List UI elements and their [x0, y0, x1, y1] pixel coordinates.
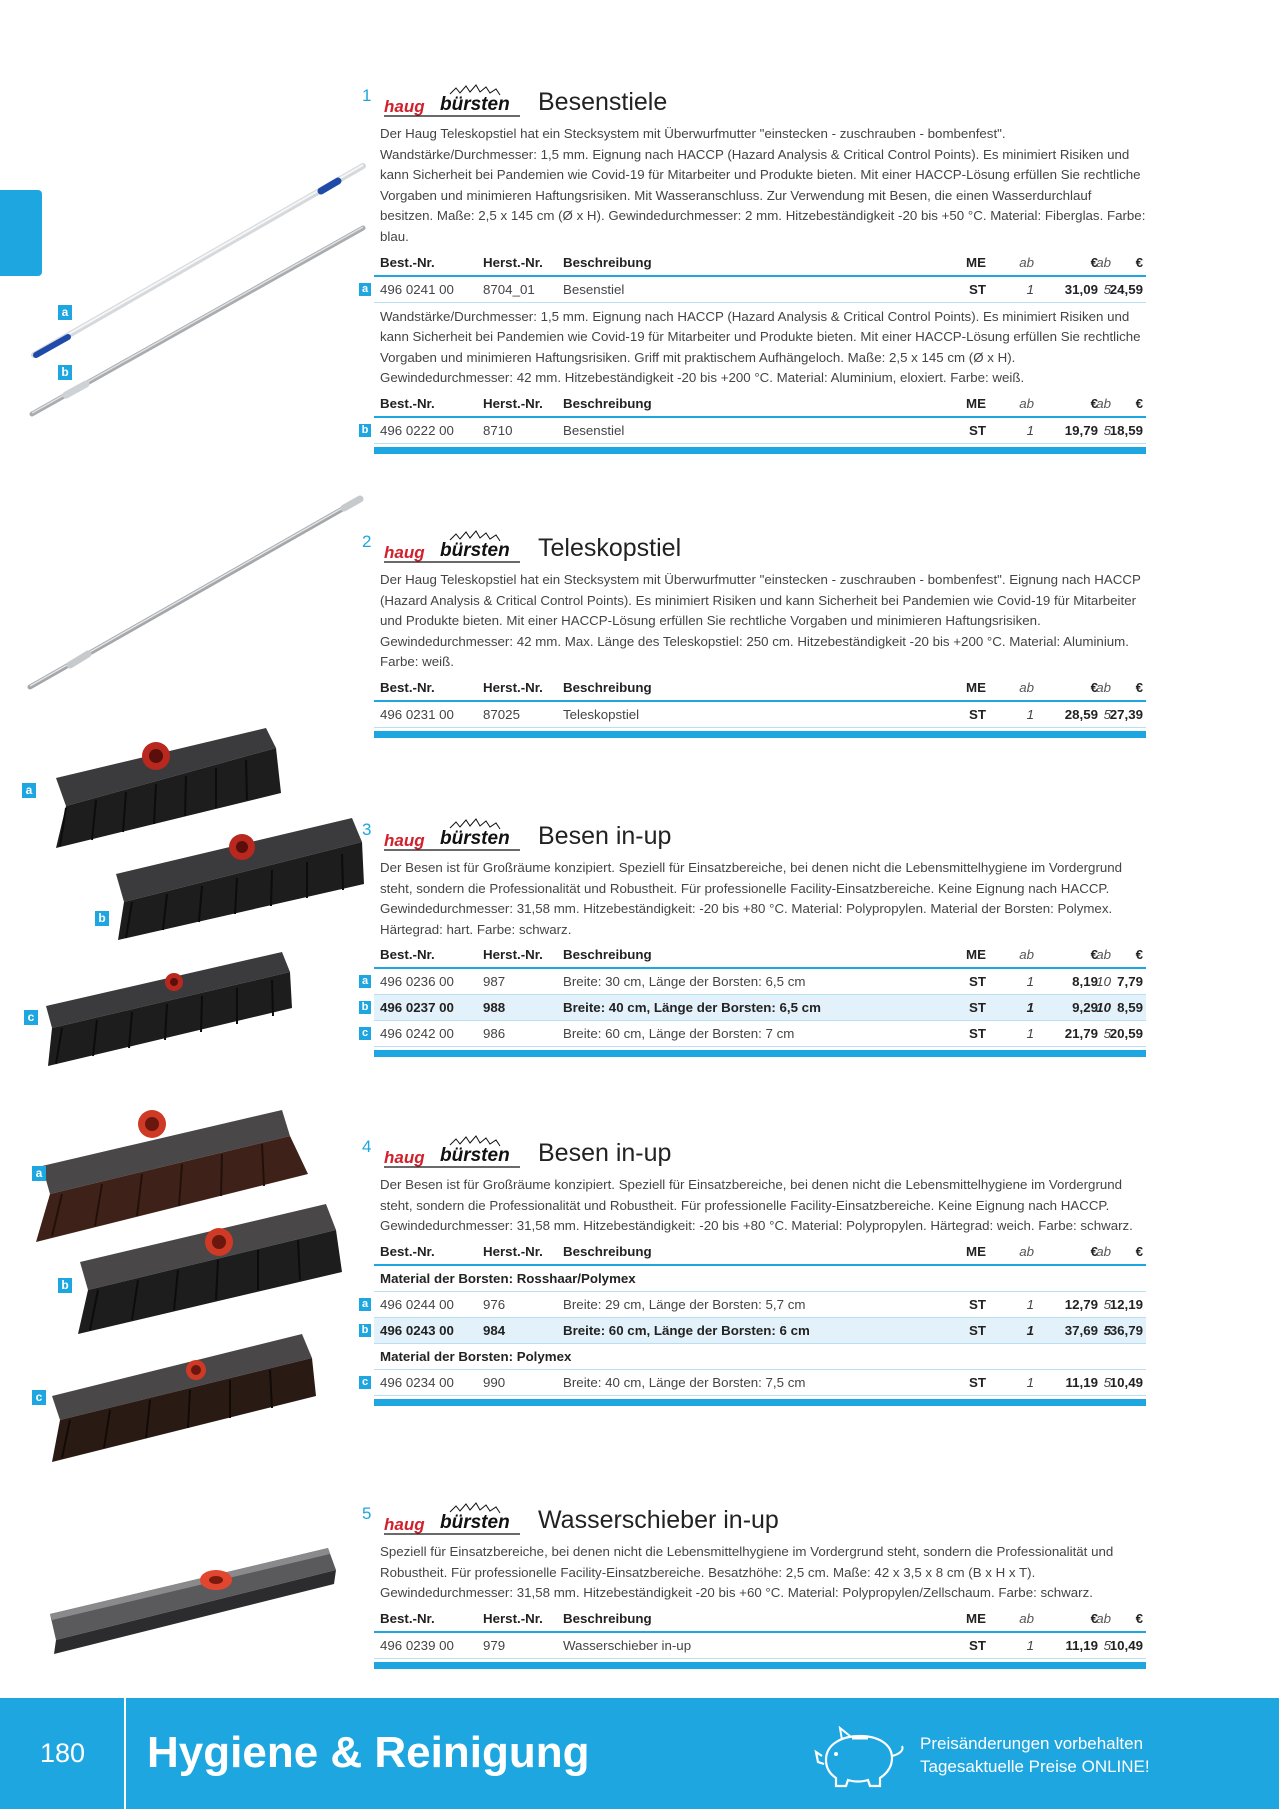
section-end-bar [374, 1662, 1146, 1669]
col-ab: ab [1019, 1610, 1034, 1626]
broom-40cm-image [112, 812, 372, 962]
order-number: 496 0244 00 [380, 1296, 454, 1312]
unit: ST [969, 706, 986, 722]
price-table [361, 391, 1146, 454]
row-description: Breite: 40 cm, Länge der Borsten: 6,5 cm [563, 1000, 821, 1016]
order-number: 496 0242 00 [380, 1026, 454, 1042]
price-table [361, 942, 1146, 1057]
col-desc: Beschreibung [563, 254, 652, 270]
min-qty-2: 5 [1103, 706, 1111, 722]
product-section-besen-in-up-hart [362, 818, 1146, 1057]
col-nr: Best.-Nr. [380, 395, 435, 411]
table-row[interactable] [361, 969, 1146, 995]
min-qty-2: 5 [1103, 1322, 1111, 1338]
col-euro: € [1135, 1243, 1143, 1259]
price-1: 28,59 [1064, 706, 1098, 722]
col-herst: Herst.-Nr. [483, 395, 543, 411]
section-end-bar [374, 731, 1146, 738]
col-euro: € [1135, 1610, 1143, 1626]
section-description: Der Haug Teleskopstiel hat ein Stecksystem mit Überwurfmutter "einstecken - zuschrauben - bombenfest". Wandstärke/Durchmesser: 1,5 mm. Eignung nach HACCP (Hazard Analysis & Critical Control Points). Es minimiert Risiken und kann Sicherheit bei Pandemien wie Covid-19 für Mitarbeiter und Produkte bieten. Mit einer HACCP-Lösung erfüllen Sie rechtliche Vorgaben und minimieren Haftungsrisiken. Mit Wasseranschluss. Zur Verwendung mit Besen, die einen Wasserdurchlauf besitzen. Maße: 2,5 x 145 cm (Ø x H). Gewindedurchmesser: 2 mm. Hitzebeständigkeit -20 bis +50 °C. Material: Fiberglas. Farbe: blau. [380, 126, 1146, 244]
manufacturer-number: 976 [483, 1296, 506, 1312]
table-header [374, 1239, 1146, 1266]
section-header [362, 84, 1146, 120]
price-2: 10,49 [1109, 1637, 1143, 1653]
row-letter: a [359, 975, 371, 988]
col-euro: € [1090, 679, 1098, 695]
piggy-bank-icon [812, 1726, 908, 1788]
col-desc: Beschreibung [563, 947, 652, 963]
col-ab: ab [1096, 254, 1111, 270]
manufacturer-number: 87025 [483, 706, 520, 722]
row-letter: a [359, 1298, 371, 1311]
col-ab: ab [1019, 947, 1034, 963]
col-ab: ab [1096, 947, 1111, 963]
price-1: 37,69 [1064, 1322, 1098, 1338]
material-group-label: Material der Borsten: Rosshaar/Polymex [380, 1270, 636, 1286]
min-qty-2: 10 [1096, 1000, 1111, 1016]
section-number: 3 [362, 820, 372, 839]
image-label-a: a [22, 783, 36, 798]
price-1: 21,79 [1064, 1026, 1098, 1042]
order-number: 496 0243 00 [380, 1322, 454, 1338]
min-qty-1: 1 [1026, 1000, 1034, 1016]
broom-60cm-rosshaar-image [74, 1196, 354, 1346]
price-1: 11,19 [1065, 1637, 1098, 1653]
col-me: ME [966, 395, 986, 411]
product-section-besenstiele [362, 84, 1146, 454]
price-1: 11,19 [1065, 1374, 1098, 1390]
section-description: Der Haug Teleskopstiel hat ein Stecksystem mit Überwurfmutter "einstecken - zuschrauben - bombenfest". Eignung nach HACCP (Hazard Analysis & Critical Control Points). Es minimiert Risiken und kann Sicherheit bei Pandemien wie Covid-19 für Mitarbeiter und Produkte bieten. Mit einer HACCP-Lösung erfüllen Sie rechtliche Vorgaben und minimieren Haftungsrisiken. Gewindedurchmesser: 42 mm. Max. Länge des Teleskopstiel: 250 cm. Hitzebeständigkeit -20 bis +200 °C. Material: Aluminium. Farbe: weiß. [380, 572, 1141, 670]
min-qty-1: 1 [1026, 281, 1034, 297]
table-row[interactable] [361, 1370, 1146, 1396]
section-description: Speziell für Einsatzbereiche, bei denen nicht die Lebensmittelhygiene im Vordergrund steht, sondern die Professionalität und Robustheit. Für professionelle Facility-Einsatzbereiche. Besatzhöhe: 2,5 cm. Maße: 42 x 3,5 x 8 cm (B x H x T). Gewindedurchmesser: 31,58 mm. Hitzebeständigkeit -20 bis +60 °C. Material: Polypropylen/Zellschaum. Farbe: schwarz. [380, 1544, 1114, 1601]
min-qty-2: 5 [1103, 1296, 1111, 1312]
image-label-a: a [58, 305, 72, 320]
min-qty-1: 1 [1026, 1374, 1034, 1390]
col-herst: Herst.-Nr. [483, 1243, 543, 1259]
chapter-title[interactable]: Hygiene & Reinigung [147, 1728, 590, 1777]
section-title: Besenstiele [538, 88, 668, 116]
order-number: 496 0236 00 [380, 974, 454, 990]
price-2: 10,49 [1109, 1374, 1143, 1390]
price-table [374, 675, 1146, 738]
section-title: Besen in-up [538, 1139, 672, 1167]
unit: ST [969, 1296, 986, 1312]
unit: ST [969, 422, 986, 438]
col-ab: ab [1096, 395, 1111, 411]
price-2: 18,59 [1109, 422, 1143, 438]
brand-logo-icon [380, 530, 530, 566]
image-label-b: b [95, 911, 109, 926]
col-nr: Best.-Nr. [380, 254, 435, 270]
section-description: Der Besen ist für Großräume konzipiert. Speziell für Einsatzbereiche, bei denen nicht die Lebensmittelhygiene im Vordergrund steht, sondern die Professionalität und Robustheit. Für professionelle Facility-Einsatzbereiche. Keine Eignung nach HACCP. Gewindedurchmesser: 31,58 mm. Hitzebeständigkeit: -20 bis +80 °C. Material: Polypropylen. Material der Borsten: Polymex. Härtegrad: hart. Farbe: schwarz. [380, 860, 1123, 937]
svg-text:haug: haug [384, 1148, 425, 1167]
unit: ST [969, 1322, 986, 1338]
col-euro: € [1135, 679, 1143, 695]
col-nr: Best.-Nr. [380, 1243, 435, 1259]
svg-text:haug: haug [384, 1515, 425, 1534]
col-herst: Herst.-Nr. [483, 1610, 543, 1626]
image-label-a: a [32, 1166, 46, 1181]
table-row[interactable] [361, 1021, 1146, 1047]
table-header [374, 942, 1146, 969]
col-me: ME [966, 1243, 986, 1259]
min-qty-1: 1 [1026, 974, 1034, 990]
col-euro: € [1090, 395, 1098, 411]
min-qty-2: 10 [1096, 974, 1111, 990]
row-description: Breite: 40 cm, Länge der Borsten: 7,5 cm [563, 1374, 806, 1390]
manufacturer-number: 984 [483, 1322, 506, 1338]
col-euro: € [1090, 254, 1098, 270]
telescopic-handle-image [26, 495, 366, 695]
brand-logo-icon [380, 818, 530, 854]
product-section-teleskopstiel [362, 530, 1146, 738]
min-qty-1: 1 [1026, 422, 1034, 438]
order-number: 496 0231 00 [380, 706, 454, 722]
svg-text:bürsten: bürsten [440, 1512, 510, 1533]
row-description: Breite: 60 cm, Länge der Borsten: 7 cm [563, 1026, 795, 1042]
col-ab: ab [1019, 679, 1034, 695]
order-number: 496 0222 00 [380, 422, 454, 438]
price-2: 27,39 [1109, 706, 1143, 722]
row-description: Besenstiel [563, 281, 625, 297]
min-qty-1: 1 [1026, 1637, 1034, 1653]
image-label-b: b [58, 365, 72, 380]
row-letter: b [359, 424, 371, 437]
row-description: Breite: 60 cm, Länge der Borsten: 6 cm [563, 1322, 810, 1338]
broom-60cm-image [42, 948, 302, 1078]
col-euro: € [1090, 1243, 1098, 1259]
material-group-row [374, 1266, 1146, 1292]
row-letter: c [359, 1027, 371, 1040]
section-header [362, 530, 1146, 566]
row-description: Wasserschieber in-up [563, 1637, 692, 1653]
col-nr: Best.-Nr. [380, 679, 435, 695]
row-letter: c [359, 1376, 371, 1389]
col-desc: Beschreibung [563, 1610, 652, 1626]
row-description: Besenstiel [563, 422, 625, 438]
col-euro: € [1135, 947, 1143, 963]
price-notice [920, 1732, 1150, 1778]
section-header [362, 818, 1146, 854]
section-end-bar [374, 447, 1146, 454]
unit: ST [969, 1374, 986, 1390]
manufacturer-number: 986 [483, 1026, 506, 1042]
table-row[interactable] [361, 995, 1146, 1021]
table-header [374, 391, 1146, 418]
page-footer [0, 1698, 1279, 1809]
col-nr: Best.-Nr. [380, 947, 435, 963]
svg-text:haug: haug [384, 543, 425, 562]
section-number: 2 [362, 532, 372, 551]
price-1: 9,29 [1072, 1000, 1098, 1016]
section-end-bar [374, 1050, 1146, 1057]
col-ab: ab [1096, 1610, 1111, 1626]
svg-text:bürsten: bürsten [440, 540, 510, 561]
col-euro: € [1090, 1610, 1098, 1626]
material-group-row [374, 1344, 1146, 1370]
row-letter: b [359, 1001, 371, 1014]
col-ab: ab [1096, 1243, 1111, 1259]
min-qty-1: 1 [1026, 1322, 1034, 1338]
row-description: Breite: 30 cm, Länge der Borsten: 6,5 cm [563, 974, 806, 990]
table-header [374, 250, 1146, 277]
brand-logo-icon [380, 1502, 530, 1538]
table-header [374, 675, 1146, 702]
svg-text:haug: haug [384, 831, 425, 850]
row-description: Teleskopstiel [563, 706, 640, 722]
min-qty-1: 1 [1026, 706, 1034, 722]
price-2: 8,59 [1117, 1000, 1143, 1016]
price-1: 31,09 [1064, 281, 1098, 297]
brand-logo-icon [380, 1135, 530, 1171]
manufacturer-number: 988 [483, 1000, 506, 1016]
col-nr: Best.-Nr. [380, 1610, 435, 1626]
order-number: 496 0234 00 [380, 1374, 454, 1390]
footer-divider [124, 1698, 126, 1809]
price-table [361, 1239, 1146, 1406]
min-qty-2: 5 [1103, 1026, 1111, 1042]
image-label-b: b [58, 1278, 72, 1293]
col-ab: ab [1019, 395, 1034, 411]
unit: ST [969, 974, 986, 990]
min-qty-1: 1 [1026, 1296, 1034, 1312]
col-ab: ab [1019, 1243, 1034, 1259]
section-number: 1 [362, 86, 372, 105]
image-label-c: c [24, 1010, 38, 1025]
manufacturer-number: 979 [483, 1637, 506, 1653]
unit: ST [969, 1637, 986, 1653]
price-table [361, 250, 1146, 303]
price-1: 12,79 [1064, 1296, 1098, 1312]
squeegee-image [46, 1540, 336, 1660]
section-number: 4 [362, 1137, 372, 1156]
min-qty-2: 5 [1103, 1637, 1111, 1653]
price-1: 8,19 [1072, 974, 1098, 990]
section-header [362, 1502, 1146, 1538]
table-row[interactable] [361, 1318, 1146, 1344]
table-header [374, 1606, 1146, 1633]
image-label-c: c [32, 1390, 46, 1405]
page-number: 180 [40, 1738, 86, 1768]
material-group-label: Material der Borsten: Polymex [380, 1348, 572, 1364]
manufacturer-number: 987 [483, 974, 506, 990]
col-desc: Beschreibung [563, 1243, 652, 1259]
table-row[interactable] [361, 1292, 1146, 1318]
table-row[interactable] [374, 1633, 1146, 1659]
unit: ST [969, 281, 986, 297]
product-section-besen-in-up-weich [362, 1135, 1146, 1406]
manufacturer-number: 8704_01 [483, 281, 535, 297]
col-desc: Beschreibung [563, 679, 652, 695]
col-desc: Beschreibung [563, 395, 652, 411]
order-number: 496 0239 00 [380, 1637, 454, 1653]
section-description-b: Wandstärke/Durchmesser: 1,5 mm. Eignung nach HACCP (Hazard Analysis & Critical Control Points). Es minimiert Risiken und kann Sicherheit bei Pandemien wie Covid-19 für Mitarbeiter und Produkte bieten. Mit einer HACCP-Lösung erfüllen Sie rechtliche Vorgaben und minimieren Haftungsrisiken. Griff mit praktischem Aufhängeloch. Maße: 2,5 x 145 cm (Ø x H). Gewindedurchmesser: 42 mm. Hitzebeständigkeit -20 bis +200 °C. Material: Aluminium, eloxiert. Farbe: weiß. [380, 308, 1141, 386]
table-row[interactable] [374, 702, 1146, 728]
price-2: 36,79 [1109, 1322, 1143, 1338]
section-description: Der Besen ist für Großräume konzipiert. Speziell für Einsatzbereiche, bei denen nicht die Lebensmittelhygiene im Vordergrund steht, sondern die Professionalität und Robustheit. Für professionelle Facility-Einsatzbereiche. Keine Eignung nach HACCP. Gewindedurchmesser: 31,58 mm. Hitzebeständigkeit: -20 bis +80 °C. Material: Polypropylen. Härtegrad: weich. Farbe: schwarz. [380, 1177, 1133, 1234]
row-description: Breite: 29 cm, Länge der Borsten: 5,7 cm [563, 1296, 806, 1312]
col-euro: € [1135, 254, 1143, 270]
price-2: 24,59 [1109, 281, 1143, 297]
col-me: ME [966, 947, 986, 963]
brand-logo-icon [380, 84, 530, 120]
price-notice-line1: Preisänderungen vorbehalten [920, 1734, 1144, 1753]
product-section-wasserschieber [362, 1502, 1146, 1669]
col-herst: Herst.-Nr. [483, 947, 543, 963]
price-1: 19,79 [1064, 422, 1098, 438]
col-ab: ab [1019, 254, 1034, 270]
col-herst: Herst.-Nr. [483, 254, 543, 270]
manufacturer-number: 8710 [483, 422, 513, 438]
price-2: 20,59 [1109, 1026, 1143, 1042]
col-me: ME [966, 1610, 986, 1626]
unit: ST [969, 1000, 986, 1016]
svg-text:bürsten: bürsten [440, 1145, 510, 1166]
col-euro: € [1090, 947, 1098, 963]
col-herst: Herst.-Nr. [483, 679, 543, 695]
svg-text:haug: haug [384, 97, 425, 116]
section-header [362, 1135, 1146, 1171]
order-number: 496 0237 00 [380, 1000, 454, 1016]
section-title: Wasserschieber in-up [538, 1506, 779, 1534]
table-row[interactable] [361, 418, 1146, 444]
price-table [374, 1606, 1146, 1669]
section-title: Besen in-up [538, 822, 672, 850]
min-qty-2: 5 [1103, 1374, 1111, 1390]
price-notice-line2[interactable]: Tagesaktuelle Preise ONLINE! [920, 1757, 1150, 1776]
row-letter: a [359, 283, 371, 296]
min-qty-2: 5 [1103, 422, 1111, 438]
col-euro: € [1135, 395, 1143, 411]
col-ab: ab [1096, 679, 1111, 695]
order-number: 496 0241 00 [380, 281, 454, 297]
table-row[interactable] [361, 277, 1146, 303]
unit: ST [969, 1026, 986, 1042]
broom-handle-aluminium-image [28, 224, 368, 424]
col-me: ME [966, 679, 986, 695]
manufacturer-number: 990 [483, 1374, 506, 1390]
price-2: 7,79 [1117, 974, 1143, 990]
col-me: ME [966, 254, 986, 270]
section-end-bar [374, 1399, 1146, 1406]
min-qty-1: 1 [1026, 1026, 1034, 1042]
svg-text:bürsten: bürsten [440, 828, 510, 849]
section-number: 5 [362, 1504, 372, 1523]
broom-40cm-polymex-image [46, 1330, 326, 1470]
section-title: Teleskopstiel [538, 534, 682, 562]
min-qty-2: 5 [1103, 281, 1111, 297]
svg-text:bürsten: bürsten [440, 94, 510, 115]
price-2: 12,19 [1109, 1296, 1143, 1312]
row-letter: b [359, 1324, 371, 1337]
